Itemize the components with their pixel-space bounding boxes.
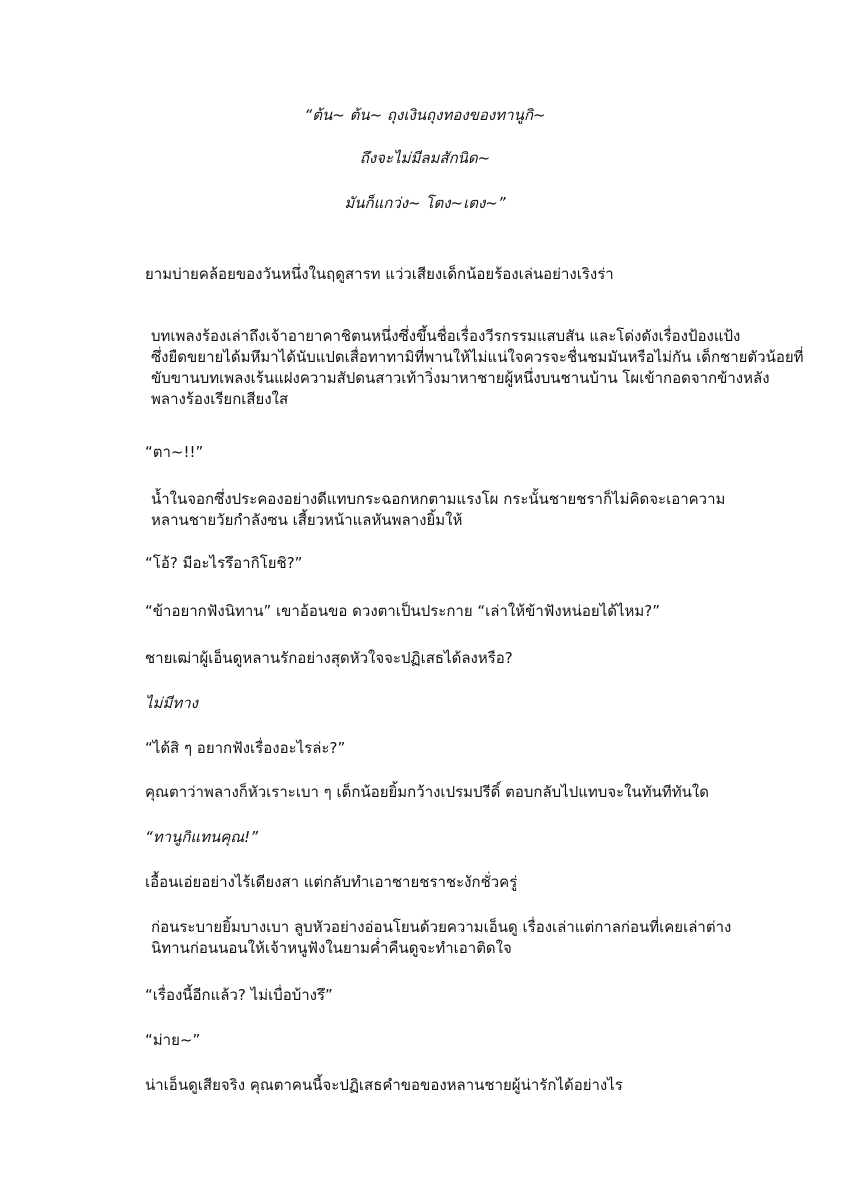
paragraph-line: บทเพลงร้องเล่าถึงเจ้าอายาคาชิตนหนึ่งซึ่งขึ้นชื่อเรื่องวีรกรรมแสบสัน และโด่งดังเรื่องป้องแป้ง: [151, 327, 741, 345]
dialogue-nope: “ม่าย~”: [145, 1031, 201, 1049]
paragraph-song-description: [118, 326, 804, 410]
paragraph-so-cute: น่าเอ็นดูเสียจริง คุณตาคนนี้จะปฏิเสธคำขอของหลานชายผู้น่ารักได้อย่างไร: [145, 1076, 623, 1094]
paragraph-innocent-reply: เอื้อนเอ่ยอย่างไร้เดียงสา แต่กลับทำเอาชายชราชะงักชั่วครู่: [145, 873, 518, 891]
dialogue-grandpa-call: “ตา~!!”: [145, 443, 204, 461]
dialogue-grandpa-question: “โอ้? มีอะไรรึอากิโยชิ?”: [145, 554, 303, 572]
paragraph-line: น้ำในจอกซึ่งประคองอย่างดีแทบกระฉอกหกตามแรงโผ กระนั้นชายชราก็ไม่คิดจะเอาความ: [151, 490, 726, 508]
poem-line-3: มันก็แกว่ง~ โตง~เตง~”: [344, 194, 506, 212]
paragraph-no-way: ไม่มีทาง: [145, 694, 198, 712]
paragraph-line: ขับขานบทเพลงเร้นแฝงความสัปดนสาวเท้าวิ่งมาหาชายผู้หนึ่งบนชานบ้าน โผเข้ากอดจากข้างหลัง: [151, 369, 770, 387]
dialogue-story-request: “ข้าอยากฟังนิทาน” เขาอ้อนขอ ดวงตาเป็นประกาย “เล่าให้ข้าฟังหน่อยได้ไหม?”: [145, 602, 661, 620]
paragraph-line: นิทานก่อนนอนให้เจ้าหนูฟังในยามค่ำคืนดูจะทำเอาติดใจ: [151, 939, 512, 957]
paragraph-head-pat: [118, 917, 748, 959]
paragraph-grandpa-laughs: คุณตาว่าพลางก็หัวเราะเบา ๆ เด็กน้อยยิ้มกว้างเปรมปรีดิ์ ตอบกลับไปแทบจะในทันทีทันใด: [145, 783, 709, 801]
paragraph-cup-spill: [118, 489, 748, 531]
paragraph-line: ก่อนระบายยิ้มบางเบา ลูบหัวอย่างอ่อนโยนด้วยความเอ็นดู เรื่องเล่าแต่กาลก่อนที่เคยเล่าต่าง: [151, 918, 732, 936]
dialogue-tanuki-answer: “ทานูกิแทนคุณ!”: [145, 828, 258, 846]
paragraph-autumn-afternoon: ยามบ่ายคล้อยของวันหนึ่งในฤดูสารท แว่วเสียงเด็กน้อยร้องเล่นอย่างเริงร่า: [145, 265, 614, 283]
paragraph-line: หลานชายวัยกำลังซน เสี้ยวหน้าแลหันพลางยิ้มให้: [151, 511, 463, 529]
poem-line-2: ถึงจะไม่มีลมสักนิด~: [359, 149, 491, 167]
paragraph-line: ซึ่งยืดขยายได้มหึมาได้นับแปดเสื่อทาทามิที่พานให้ไม่แน่ใจควรจะชื่นชมมันหรือไม่กัน เด็กชายตัวน้อยที่: [151, 348, 804, 366]
paragraph-cannot-refuse: ชายเฒ่าผู้เอ็นดูหลานรักอย่างสุดหัวใจจะปฏิเสธได้ลงหรือ?: [145, 649, 513, 667]
paragraph-line: พลางร้องเรียกเสียงใส: [151, 390, 289, 408]
poem-line-1: “ต้น~ ต้น~ ถุงเงินถุงทองของทานูกิ~: [304, 106, 546, 124]
dialogue-which-story: “ได้สิ ๆ อยากฟังเรื่องอะไรล่ะ?”: [145, 739, 346, 757]
dialogue-again-question: “เรื่องนี้อีกแล้ว? ไม่เบื่อบ้างรึ”: [145, 986, 333, 1004]
